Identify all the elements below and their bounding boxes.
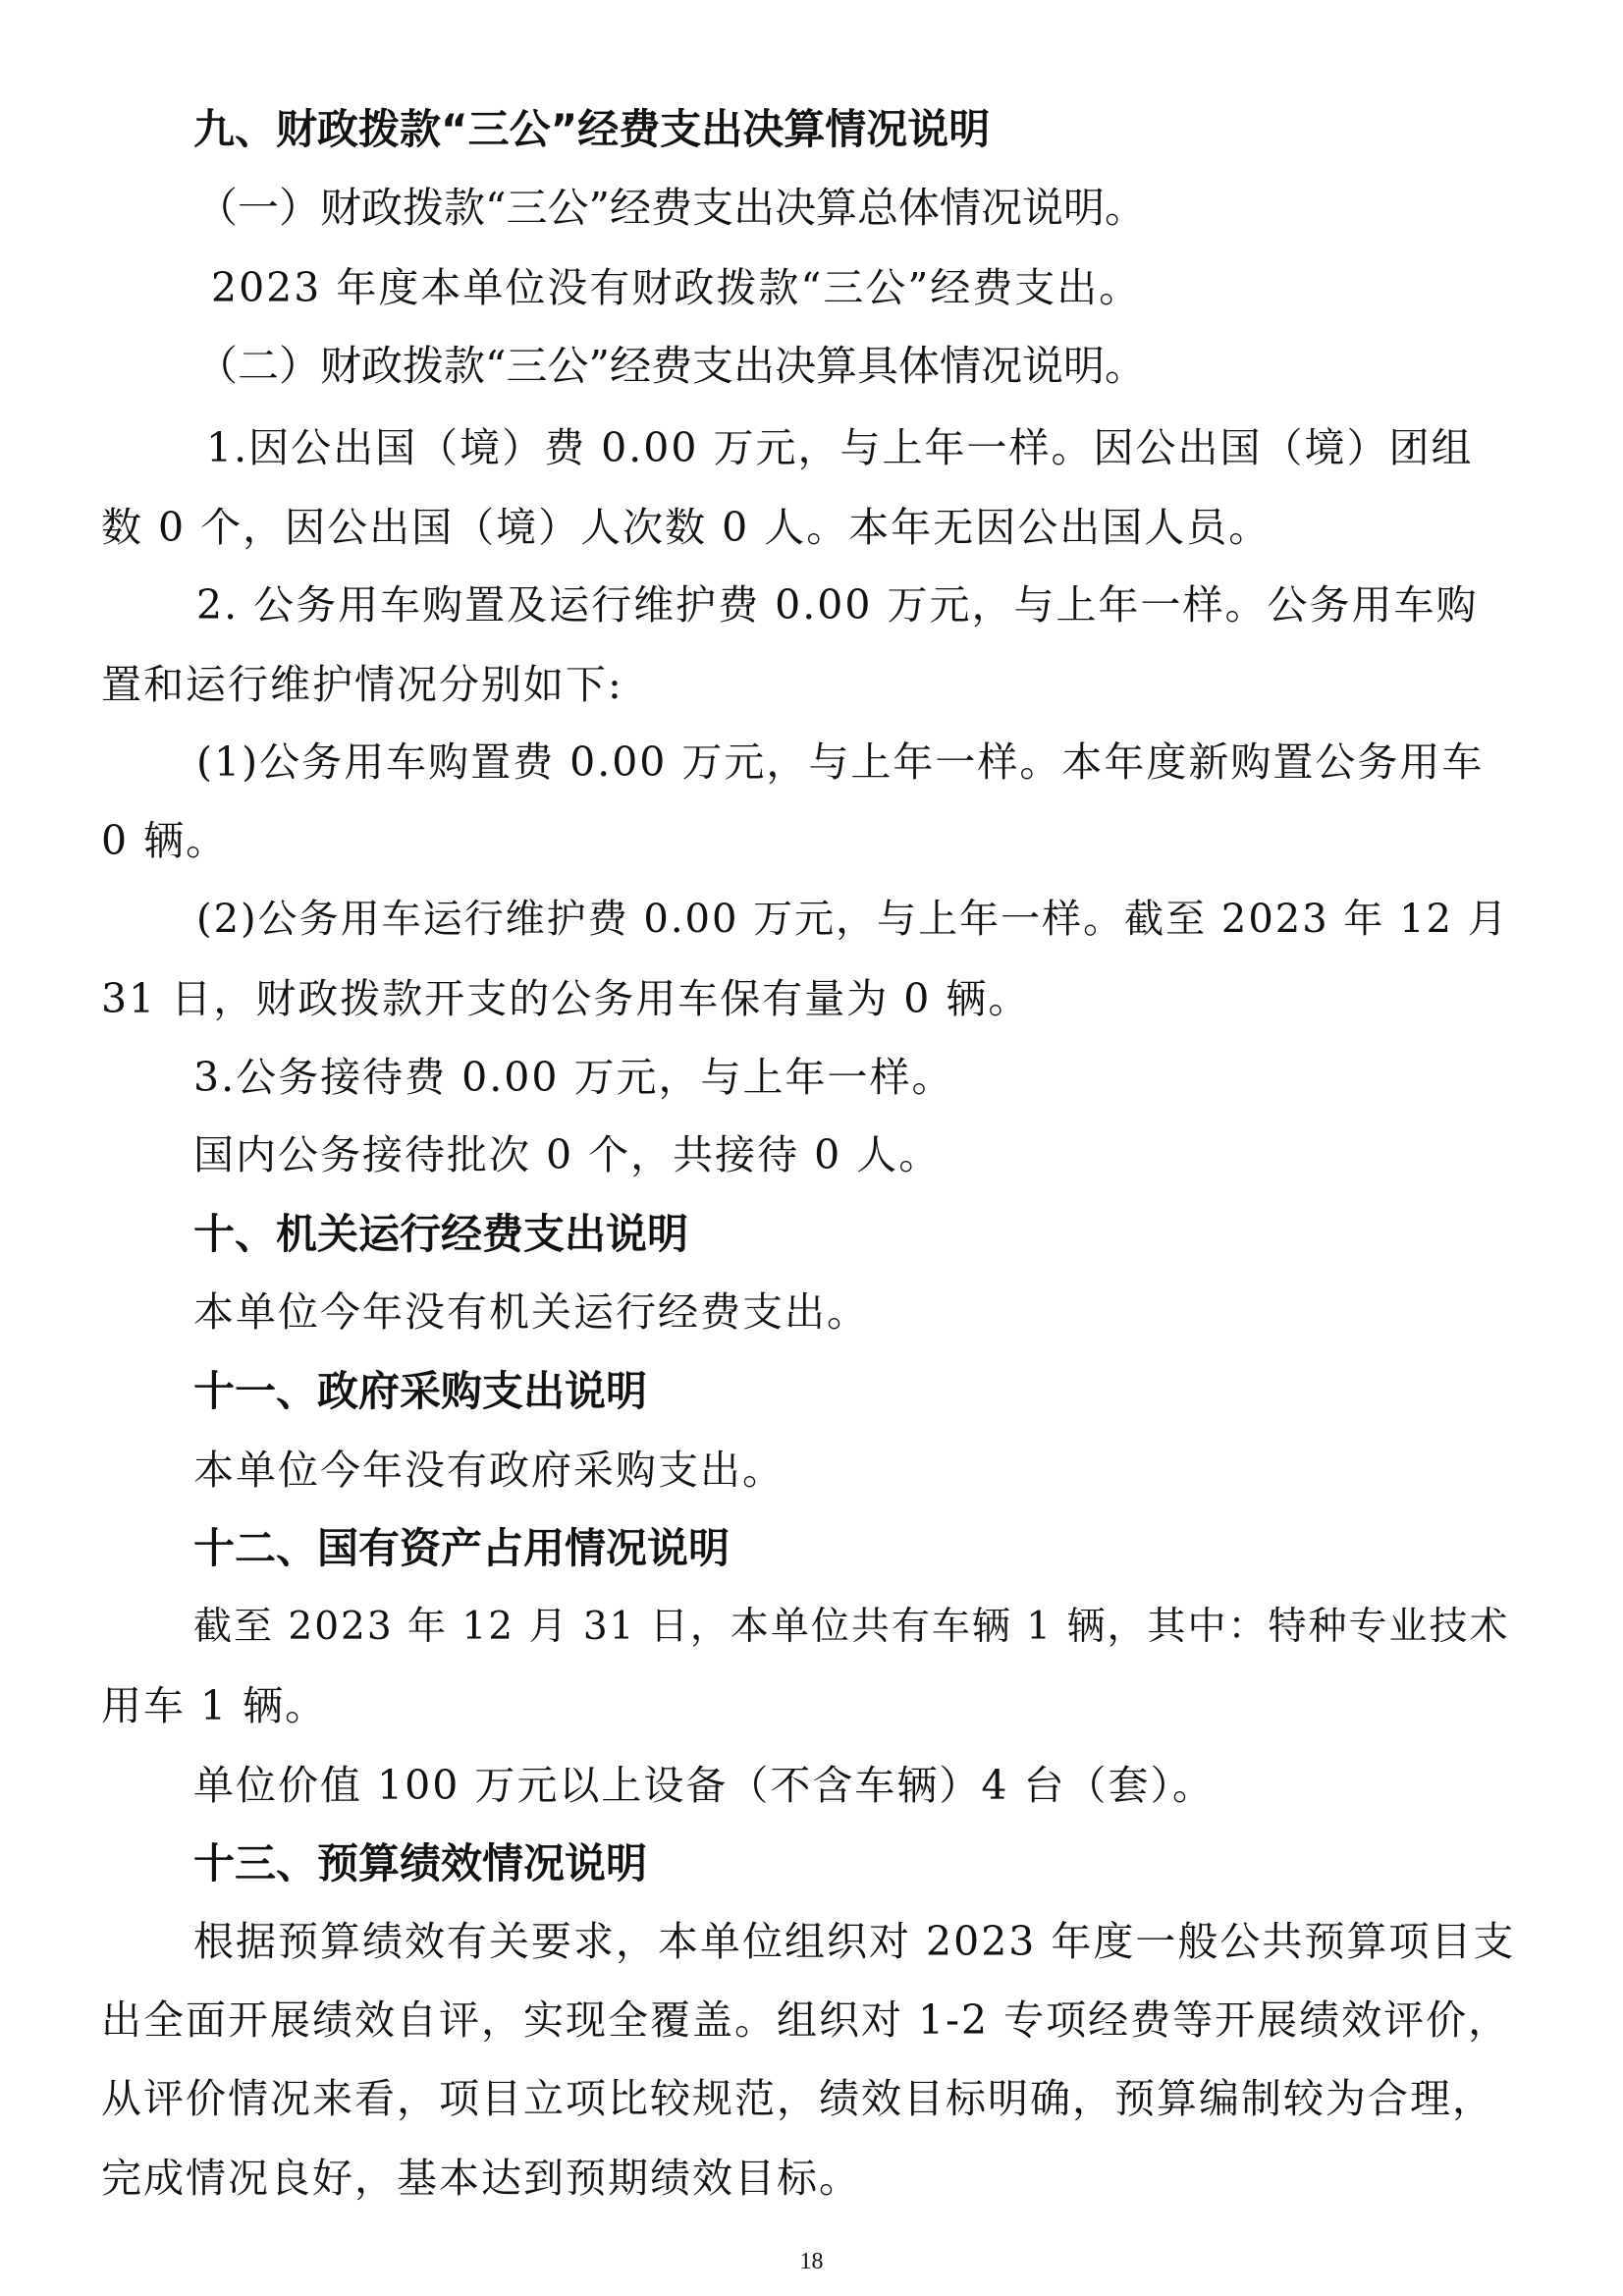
paragraph: 数 0 个，因公出国（境）人次数 0 人。本年无因公出国人员。 <box>101 504 1271 551</box>
section-heading-10: 十、机关运行经费支出说明 <box>193 1210 689 1258</box>
paragraph: 单位价值 100 万元以上设备（不含车辆）4 台（套）。 <box>193 1762 1215 1809</box>
section-heading-11: 十一、政府采购支出说明 <box>193 1367 648 1415</box>
paragraph: 出全面开展绩效自评，实现全覆盖。组织对 1-2 专项经费等开展绩效评价， <box>101 1996 1511 2044</box>
paragraph: 截至 2023 年 12 月 31 日，本单位共有车辆 1 辆，其中：特种专业技术 <box>193 1605 1510 1649</box>
paragraph: 0 辆。 <box>101 817 229 864</box>
paragraph: 完成情况良好，基本达到预期绩效目标。 <box>101 2155 861 2202</box>
paragraph: 3.公务接待费 0.00 万元，与上年一样。 <box>193 1054 954 1101</box>
subheading-9-2: （二）财政拨款“三公”经费支出决算具体情况说明。 <box>196 342 1146 390</box>
paragraph: (2)公务用车运行维护费 0.00 万元，与上年一样。截至 2023 年 12 月 <box>196 897 1509 942</box>
section-heading-13: 十三、预算绩效情况说明 <box>193 1839 648 1887</box>
paragraph: 31 日，财政拨款开支的公务用车保有量为 0 辆。 <box>101 975 1031 1022</box>
paragraph: 根据预算绩效有关要求，本单位组织对 2023 年度一般公共预算项目支 <box>193 1918 1516 1965</box>
paragraph: 置和运行维护情况分别如下: <box>101 661 623 708</box>
subheading-9-1: （一）财政拨款“三公”经费支出决算总体情况说明。 <box>196 184 1146 232</box>
paragraph: (1)公务用车购置费 0.00 万元，与上年一样。本年度新购置公务用车 <box>196 738 1485 786</box>
section-heading-12: 十二、国有资产占用情况说明 <box>193 1524 730 1572</box>
paragraph: 国内公务接待批次 0 个，共接待 0 人。 <box>193 1131 942 1178</box>
paragraph: 从评价情况来看，项目立项比较规范，绩效目标明确，预算编制较为合理， <box>101 2075 1494 2122</box>
page-number: 18 <box>799 2249 824 2274</box>
paragraph: 2. 公务用车购置及运行维护费 0.00 万元，与上年一样。公务用车购 <box>196 581 1479 629</box>
paragraph: 1.因公出国（境）费 0.00 万元，与上年一样。因公出国（境）团组 <box>206 424 1474 471</box>
paragraph: 本单位今年没有政府采购支出。 <box>193 1447 784 1494</box>
paragraph: 用车 1 辆。 <box>101 1682 328 1729</box>
paragraph: 2023 年度本单位没有财政拨款“三公”经费支出。 <box>211 264 1142 311</box>
paragraph: 本单位今年没有机关运行经费支出。 <box>193 1288 869 1336</box>
section-heading-9: 九、财政拨款“三公”经费支出决算情况说明 <box>193 105 991 153</box>
